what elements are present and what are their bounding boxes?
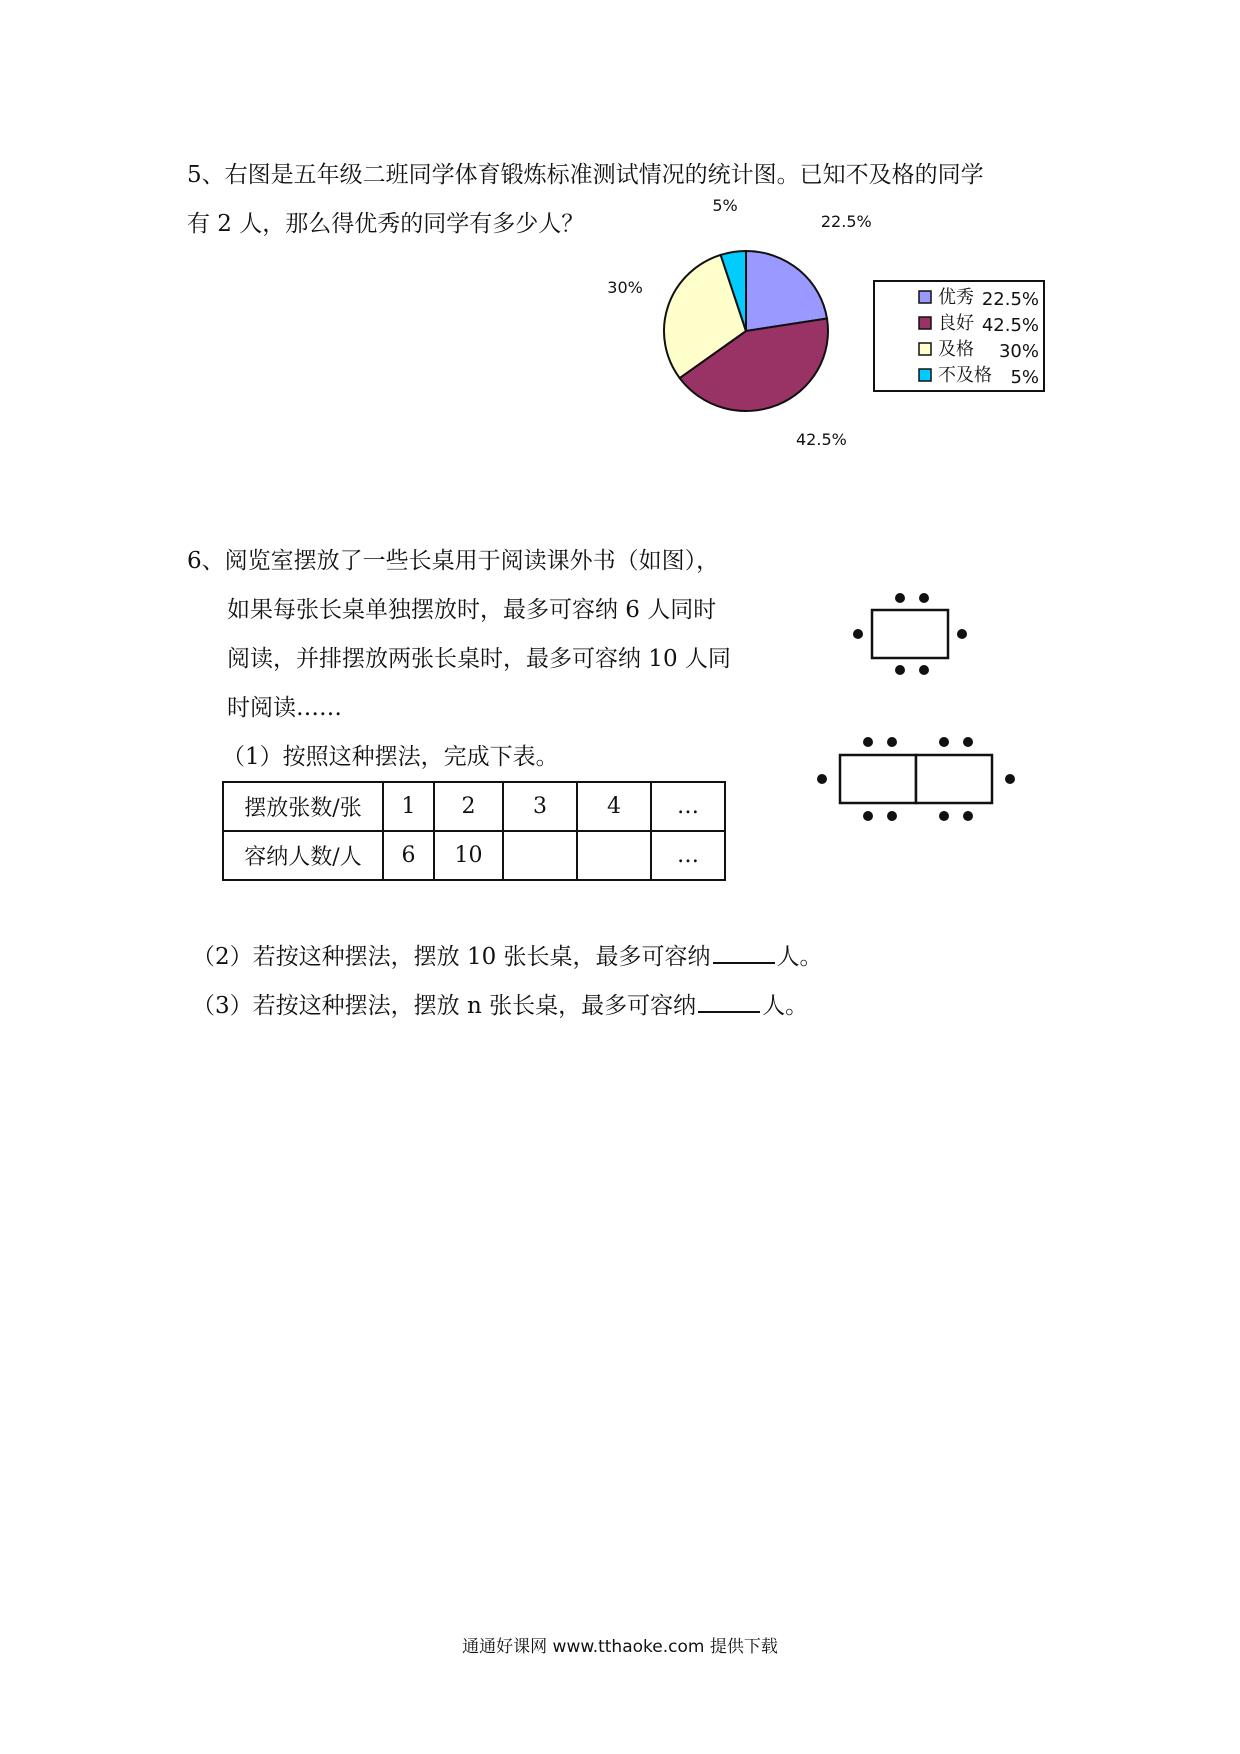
seat <box>895 593 905 603</box>
q6-sub-1: （1）按照这种摆法，完成下表。 <box>222 744 559 770</box>
q6-sub-2 <box>192 940 823 972</box>
seat <box>1005 774 1015 784</box>
answer-blank[interactable] <box>713 940 775 964</box>
seat <box>887 811 897 821</box>
row1-cell: 1 <box>383 782 434 831</box>
pie-legend <box>874 281 1044 391</box>
legend-value: 42.5% <box>981 315 1039 336</box>
seat <box>887 737 897 747</box>
table-rect <box>872 610 948 658</box>
row2-answer-cell[interactable] <box>577 831 651 880</box>
legend-value: 22.5% <box>981 289 1039 310</box>
legend-value: 5% <box>1010 367 1039 388</box>
row2-cell: … <box>651 831 725 880</box>
q6-line-3: 阅读，并排摆放两张长桌时，最多可容纳 10 人同 <box>227 646 731 672</box>
legend-label: 优秀 <box>938 287 974 308</box>
seat <box>817 774 827 784</box>
seat <box>919 593 929 603</box>
seat <box>863 811 873 821</box>
table-row <box>223 831 725 880</box>
q6-line-1: 6、阅览室摆放了一些长桌用于阅读课外书（如图）， <box>187 548 720 574</box>
row2-cell: 6 <box>383 831 434 880</box>
seat <box>895 665 905 675</box>
legend-label: 良好 <box>938 313 974 334</box>
seat <box>957 629 967 639</box>
slice-percent-label: 5% <box>712 196 738 216</box>
q6-sub-3-text: （3）若按这种摆法，摆放 n 张长桌，最多可容纳 <box>192 993 697 1019</box>
q6-sub-2-unit: 人。 <box>776 944 823 970</box>
row2-header: 容纳人数/人 <box>223 831 383 880</box>
row1-header: 摆放张数/张 <box>223 782 383 831</box>
seat <box>963 737 973 747</box>
row1-cell: … <box>651 782 725 831</box>
legend-label: 不及格 <box>938 365 992 386</box>
slice-percent-label: 42.5% <box>796 430 847 450</box>
slice-percent-label: 22.5% <box>820 212 872 232</box>
q5-line-1: 5、右图是五年级二班同学体育锻炼标准测试情况的统计图。已知不及格的同学 <box>187 162 984 188</box>
seat <box>919 665 929 675</box>
seat <box>963 811 973 821</box>
legend-swatch <box>919 369 931 381</box>
row1-cell: 3 <box>503 782 577 831</box>
legend-swatch <box>919 317 931 329</box>
q6-line-2: 如果每张长桌单独摆放时，最多可容纳 6 人同时 <box>227 597 717 623</box>
row2-answer-cell[interactable] <box>503 831 577 880</box>
answer-table <box>222 781 726 881</box>
seat <box>853 629 863 639</box>
row1-cell: 2 <box>434 782 503 831</box>
seat <box>939 737 949 747</box>
q5-line-2: 有 2 人，那么得优秀的同学有多少人？ <box>187 211 585 237</box>
legend-swatch <box>919 291 931 303</box>
row1-cell: 4 <box>577 782 651 831</box>
legend-swatch <box>919 343 931 355</box>
slice-percent-label: 30% <box>607 277 643 297</box>
pie-slice <box>746 251 827 331</box>
single-table-diagram <box>848 590 968 690</box>
q6-sub-3-unit: 人。 <box>762 993 809 1019</box>
table-row <box>223 782 725 831</box>
q6-sub-2-text: （2）若按这种摆法，摆放 10 张长桌，最多可容纳 <box>192 944 711 970</box>
table-rect <box>840 755 916 803</box>
q6-line-4: 时阅读…… <box>227 695 342 721</box>
seat <box>939 811 949 821</box>
legend-label: 及格 <box>938 339 974 360</box>
legend-value: 30% <box>998 341 1039 362</box>
table-rect <box>916 755 992 803</box>
pie-slices <box>664 251 828 411</box>
row2-cell: 10 <box>434 831 503 880</box>
pie-chart <box>0 196 1240 700</box>
answer-blank[interactable] <box>698 989 760 1013</box>
footer-credit: 通通好课网 www.tthaoke.com 提供下载 <box>462 1637 778 1657</box>
seat <box>863 737 873 747</box>
double-table-diagram <box>810 733 1010 833</box>
q6-sub-3 <box>192 989 808 1021</box>
